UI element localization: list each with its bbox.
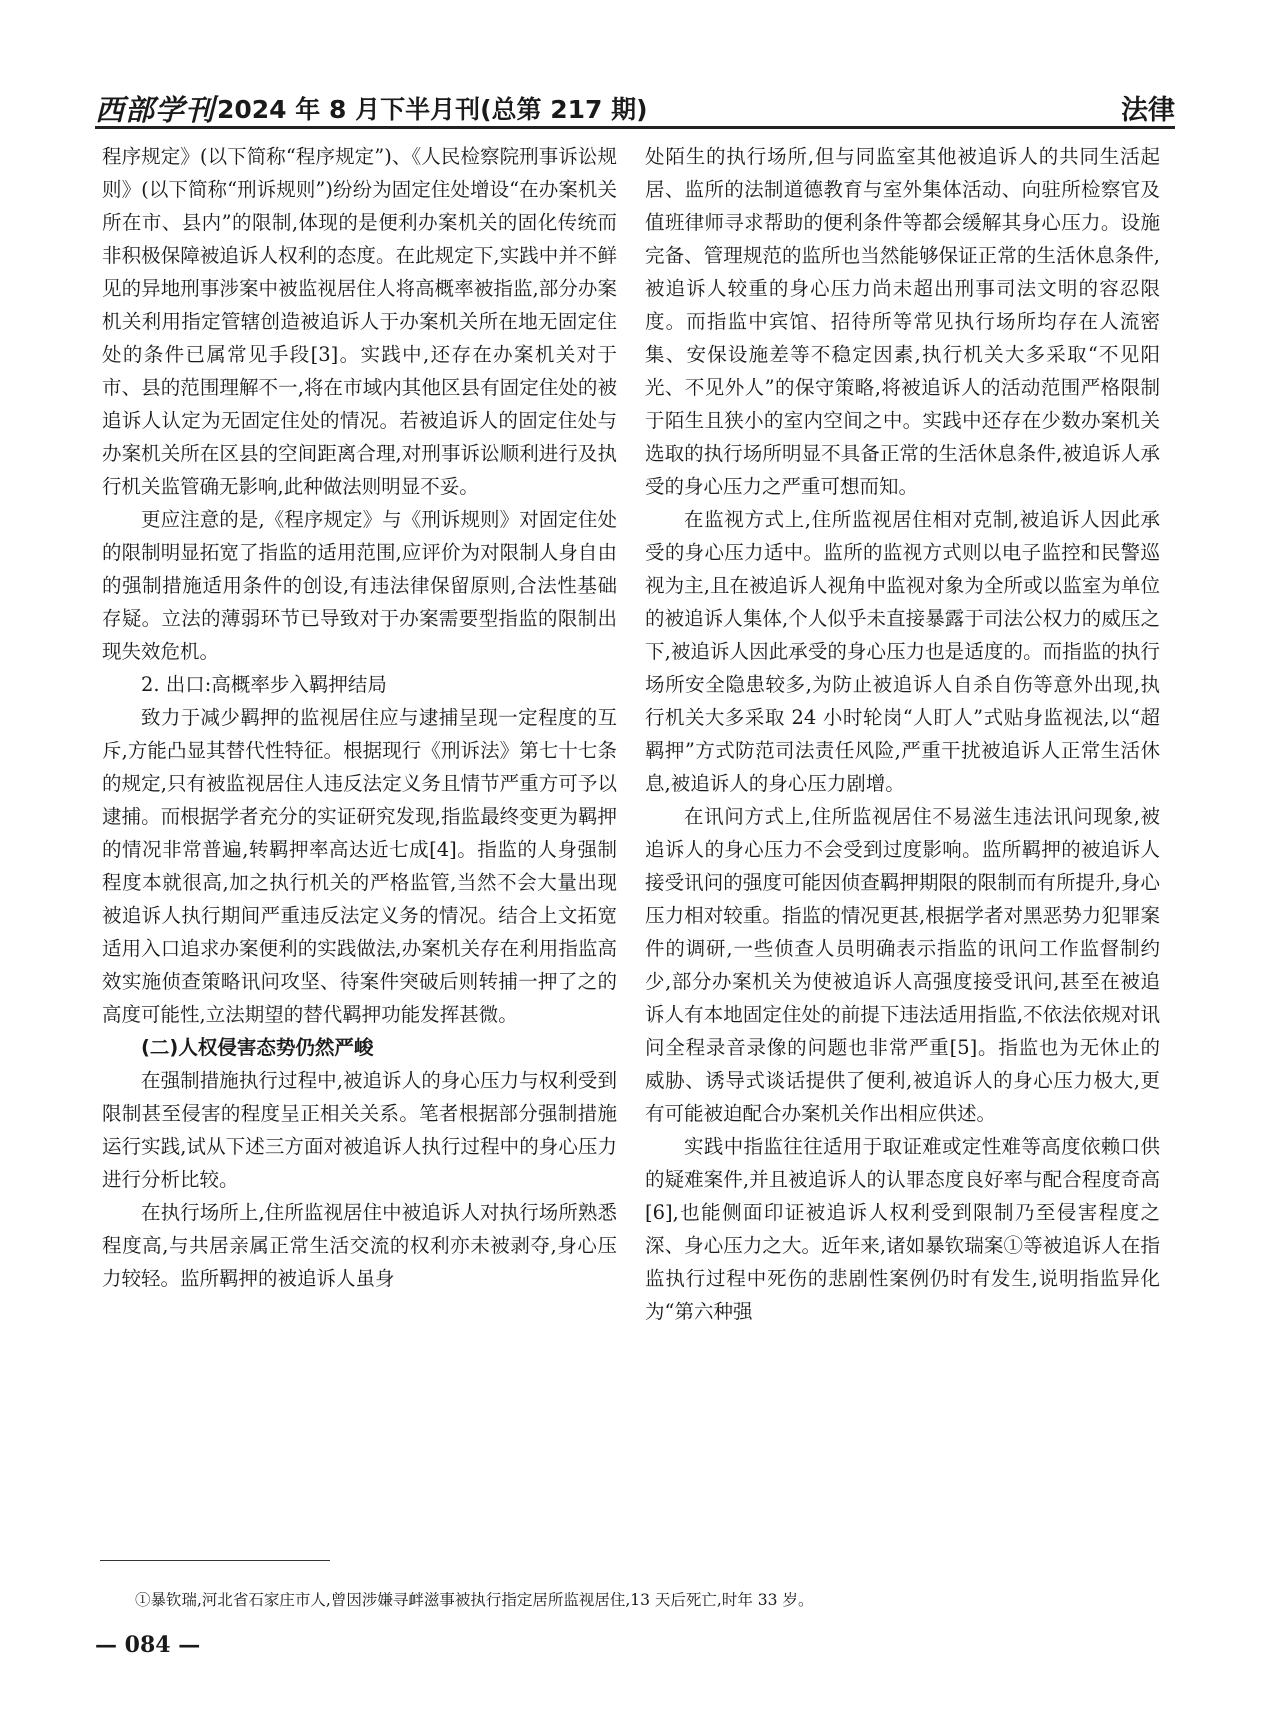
right-column — [645, 140, 1160, 1328]
paragraph: 程序规定》(以下简称“程序规定”)、《人民检察院刑事诉讼规则》(以下简称“刑诉规则”)纷纷为固定住处增设“在办案机关所在市、县内”的限制,体现的是便利办案机关的固化传统而非积极保障被追诉人权利的态度。在此规定下,实践中并不鲜见的异地刑事涉案中被监视居住人将高概率被指监,部分办案机关利用指定管辖创造被追诉人于办案机关所在地无固定住处的条件已属常见手段[3]。实践中,还存在办案机关对于市、县的范围理解不一,将在市域内其他区县有固定住处的被追诉人认定为无固定住处的情况。若被追诉人的固定住处与办案机关所在区县的空间距离合理,对刑事诉讼顺利进行及执行机关监管确无影响,此种做法则明显不妥。 — [102, 145, 617, 498]
running-header — [95, 88, 1175, 127]
header-rule — [95, 126, 1175, 129]
paragraph: 在讯问方式上,住所监视居住不易滋生违法讯问现象,被追诉人的身心压力不会受到过度影响。监所羁押的被追诉人接受讯问的强度可能因侦查羁押期限的限制而有所提升,身心压力相对较重。指监的情况更甚,根据学者对黑恶势力犯罪案件的调研,一些侦查人员明确表示指监的讯问工作监督制约少,部分办案机关为使被追诉人高强度接受讯问,甚至在被追诉人有本地固定住处的前提下违法适用指监,不依法依规对讯问全程录音录像的问题也非常严重[5]。指监也为无休止的威胁、诱导式谈话提供了便利,被追诉人的身心压力极大,更有可能被迫配合办案机关作出相应供述。 — [645, 805, 1160, 1125]
paragraph: 更应注意的是,《程序规定》与《刑诉规则》对固定住处的限制明显拓宽了指监的适用范围,应评价为对限制人身自由的强制措施适用条件的创设,有违法律保留原则,合法性基础存疑。立法的薄弱环节已导致对于办案需要型指监的限制出现失效危机。 — [102, 508, 617, 663]
paragraph: 处陌生的执行场所,但与同监室其他被追诉人的共同生活起居、监所的法制道德教育与室外集体活动、向驻所检察官及值班律师寻求帮助的便利条件等都会缓解其身心压力。设施完备、管理规范的监所也当然能够保证正常的生活休息条件,被追诉人较重的身心压力尚未超出刑事司法文明的容忍限度。而指监中宾馆、招待所等常见执行场所均存在人流密集、安保设施差等不稳定因素,执行机关大多采取“不见阳光、不见外人”的保守策略,将被追诉人的活动范围严格限制于陌生且狭小的室内空间之中。实践中还存在少数办案机关选取的执行场所明显不具备正常的生活休息条件,被追诉人承受的身心压力之严重可想而知。 — [645, 145, 1160, 498]
page-number: — 084 — — [95, 1632, 201, 1658]
paragraph: 实践中指监往往适用于取证难或定性难等高度依赖口供的疑难案件,并且被追诉人的认罪态度良好率与配合程度奇高[6],也能侧面印证被追诉人权利受到限制乃至侵害程度之深、身心压力之大。近年来,诸如暴钦瑞案①等被追诉人在指监执行过程中死伤的悲剧性案例仍时有发生,说明指监异化为“第六种强 — [645, 1135, 1160, 1323]
journal-logo: 西部学刊 — [95, 93, 216, 127]
footnote-rule — [100, 1560, 330, 1561]
section-heading: (二)人权侵害态势仍然严峻 — [141, 1036, 374, 1059]
paragraph: 在执行场所上,住所监视居住中被追诉人对执行场所熟悉程度高,与共居亲属正常生活交流的权利亦未被剥夺,身心压力较轻。监所羁押的被追诉人虽身 — [102, 1201, 617, 1290]
paragraph: 在强制措施执行过程中,被追诉人的身心压力与权利受到限制甚至侵害的程度呈正相关关系。笔者根据部分强制措施运行实践,试从下述三方面对被追诉人执行过程中的身心压力进行分析比较。 — [102, 1069, 617, 1191]
paragraph: 在监视方式上,住所监视居住相对克制,被追诉人因此承受的身心压力适中。监所的监视方式则以电子监控和民警巡视为主,且在被追诉人视角中监视对象为全所或以监室为单位的被追诉人集体,个人似乎未直接暴露于司法公权力的威压之下,被追诉人因此承受的身心压力也是适度的。而指监的执行场所安全隐患较多,为防止被追诉人自杀自伤等意外出现,执行机关大多采取 24 小时轮岗“人盯人”式贴身监视法,以“超羁押”方式防范司法责任风险,严重干扰被追诉人正常生活休息,被追诉人的身心压力剧增。 — [645, 508, 1160, 795]
paragraph: 致力于减少羁押的监视居住应与逮捕呈现一定程度的互斥,方能凸显其替代性特征。根据现行《刑诉法》第七十七条的规定,只有被监视居住人违反法定义务且情节严重方可予以逮捕。而根据学者充分的实证研究发现,指监最终变更为羁押的情况非常普遍,转羁押率高达近七成[4]。指监的人身强制程度本就很高,加之执行机关的严格监管,当然不会大量出现被追诉人执行期间严重违反法定义务的情况。结合上文拓宽适用入口追求办案便利的实践做法,办案机关存在利用指监高效实施侦查策略讯问攻坚、待案件突破后则转捕一押了之的高度可能性,立法期望的替代羁押功能发挥甚微。 — [102, 706, 617, 1026]
subheading: 2. 出口:高概率步入羁押结局 — [141, 673, 387, 696]
left-column — [102, 140, 617, 1295]
issue-info: 2024 年 8 月下半月刊(总第 217 期) — [217, 95, 648, 124]
section-label: 法律 — [1121, 95, 1175, 126]
footnote: ①暴钦瑞,河北省石家庄市人,曾因涉嫌寻衅滋事被执行指定居所监视居住,13 天后死亡,时年 33 岁。 — [135, 1591, 814, 1609]
